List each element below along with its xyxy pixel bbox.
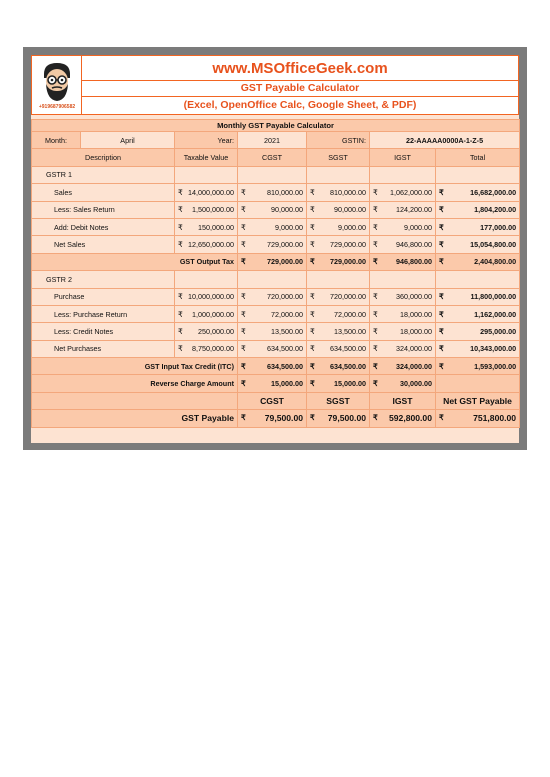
sgst-cell[interactable]: ₹ 729,000.00 bbox=[307, 236, 370, 253]
total-cell[interactable]: ₹ 295,000.00 bbox=[436, 323, 520, 340]
table-row bbox=[32, 288, 520, 305]
total-cell[interactable]: ₹ 1,162,000.00 bbox=[436, 305, 520, 322]
cgst-cell[interactable]: ₹ 810,000.00 bbox=[238, 184, 307, 201]
igst-cell[interactable]: ₹ 946,800.00 bbox=[370, 253, 436, 270]
column-header: Total bbox=[436, 149, 520, 166]
table-row bbox=[32, 184, 520, 201]
row-description: Less: Credit Notes bbox=[32, 323, 175, 340]
table-title: Monthly GST Payable Calculator bbox=[32, 120, 520, 132]
cgst-cell[interactable]: ₹ 79,500.00 bbox=[238, 410, 307, 427]
table-row bbox=[32, 236, 520, 253]
geek-avatar-icon bbox=[39, 60, 75, 104]
cgst-cell[interactable]: ₹ 72,000.00 bbox=[238, 305, 307, 322]
total-cell[interactable]: ₹ 10,343,000.00 bbox=[436, 340, 520, 357]
payable-header: SGST bbox=[307, 392, 370, 409]
row-description: Net Sales bbox=[32, 236, 175, 253]
table-row bbox=[32, 201, 520, 218]
sgst-cell[interactable]: ₹ 634,500.00 bbox=[307, 358, 370, 375]
igst-cell[interactable]: ₹ 592,800.00 bbox=[370, 410, 436, 427]
gstin-value[interactable]: 22-AAAAA0000A-1-Z-5 bbox=[370, 132, 520, 149]
cgst-cell[interactable]: ₹ 9,000.00 bbox=[238, 218, 307, 235]
igst-cell[interactable]: ₹ 360,000.00 bbox=[370, 288, 436, 305]
reverse-charge-row bbox=[32, 375, 520, 392]
table-row bbox=[32, 340, 520, 357]
sgst-cell[interactable]: ₹ 90,000.00 bbox=[307, 201, 370, 218]
taxable-cell[interactable]: ₹ 10,000,000.00 bbox=[175, 288, 238, 305]
taxable-cell[interactable]: ₹ 150,000.00 bbox=[175, 218, 238, 235]
igst-cell[interactable]: ₹ 9,000.00 bbox=[370, 218, 436, 235]
sgst-cell[interactable]: ₹ 13,500.00 bbox=[307, 323, 370, 340]
table-row bbox=[32, 218, 520, 235]
month-label: Month: bbox=[32, 132, 81, 149]
column-header: SGST bbox=[307, 149, 370, 166]
row-description: Sales bbox=[32, 184, 175, 201]
cgst-cell[interactable]: ₹ 90,000.00 bbox=[238, 201, 307, 218]
taxable-cell[interactable]: ₹ 12,650,000.00 bbox=[175, 236, 238, 253]
year-label: Year: bbox=[175, 132, 238, 149]
gst-table bbox=[31, 119, 520, 428]
total-cell[interactable]: ₹ 177,000.00 bbox=[436, 218, 520, 235]
payable-header: CGST bbox=[238, 392, 307, 409]
total-cell[interactable]: ₹ 11,800,000.00 bbox=[436, 288, 520, 305]
gst-payable-label: GST Payable bbox=[32, 410, 238, 427]
row-description: Add: Debit Notes bbox=[32, 218, 175, 235]
igst-cell[interactable]: ₹ 30,000.00 bbox=[370, 375, 436, 392]
cgst-cell[interactable]: ₹ 729,000.00 bbox=[238, 253, 307, 270]
total-cell bbox=[436, 375, 520, 392]
table-row bbox=[32, 305, 520, 322]
calculator-subtitle: (Excel, OpenOffice Calc, Google Sheet, & PDF) bbox=[183, 99, 417, 111]
sgst-cell[interactable]: ₹ 720,000.00 bbox=[307, 288, 370, 305]
site-title: www.MSOfficeGeek.com bbox=[82, 58, 518, 81]
total-cell[interactable]: ₹ 15,054,800.00 bbox=[436, 236, 520, 253]
sgst-cell[interactable]: ₹ 729,000.00 bbox=[307, 253, 370, 270]
taxable-cell[interactable]: ₹ 1,500,000.00 bbox=[175, 201, 238, 218]
total-cell[interactable]: ₹ 751,800.00 bbox=[436, 410, 520, 427]
gstin-label: GSTIN: bbox=[307, 132, 370, 149]
taxable-cell[interactable]: ₹ 250,000.00 bbox=[175, 323, 238, 340]
igst-cell[interactable]: ₹ 1,062,000.00 bbox=[370, 184, 436, 201]
section-row-gstr2 bbox=[32, 271, 520, 288]
sgst-cell[interactable]: ₹ 72,000.00 bbox=[307, 305, 370, 322]
gst-payable-row bbox=[32, 410, 520, 427]
info-row bbox=[32, 132, 520, 149]
table-row bbox=[32, 323, 520, 340]
igst-cell[interactable]: ₹ 124,200.00 bbox=[370, 201, 436, 218]
total-cell[interactable]: ₹ 16,682,000.00 bbox=[436, 184, 520, 201]
taxable-cell[interactable]: ₹ 14,000,000.00 bbox=[175, 184, 238, 201]
column-header: Description bbox=[32, 149, 175, 166]
column-header-row bbox=[32, 149, 520, 166]
sgst-cell[interactable]: ₹ 9,000.00 bbox=[307, 218, 370, 235]
year-value[interactable]: 2021 bbox=[238, 132, 307, 149]
column-header: CGST bbox=[238, 149, 307, 166]
cgst-cell[interactable]: ₹ 720,000.00 bbox=[238, 288, 307, 305]
payable-header: Net GST Payable bbox=[436, 392, 520, 409]
output-tax-row bbox=[32, 253, 520, 270]
total-cell[interactable]: ₹ 1,804,200.00 bbox=[436, 201, 520, 218]
cgst-cell[interactable]: ₹ 13,500.00 bbox=[238, 323, 307, 340]
row-description: Less: Sales Return bbox=[32, 201, 175, 218]
payable-header-row bbox=[32, 392, 520, 409]
taxable-cell[interactable]: ₹ 1,000,000.00 bbox=[175, 305, 238, 322]
sgst-cell[interactable]: ₹ 810,000.00 bbox=[307, 184, 370, 201]
taxable-cell[interactable]: ₹ 8,750,000.00 bbox=[175, 340, 238, 357]
sheet-header bbox=[31, 55, 519, 115]
igst-cell[interactable]: ₹ 324,000.00 bbox=[370, 340, 436, 357]
payable-header: IGST bbox=[370, 392, 436, 409]
reverse-charge-label: Reverse Charge Amount bbox=[32, 375, 238, 392]
itc-row bbox=[32, 358, 520, 375]
cgst-cell[interactable]: ₹ 634,500.00 bbox=[238, 340, 307, 357]
igst-cell[interactable]: ₹ 18,000.00 bbox=[370, 305, 436, 322]
igst-cell[interactable]: ₹ 324,000.00 bbox=[370, 358, 436, 375]
column-header: IGST bbox=[370, 149, 436, 166]
igst-cell[interactable]: ₹ 18,000.00 bbox=[370, 323, 436, 340]
row-description: Net Purchases bbox=[32, 340, 175, 357]
cgst-cell[interactable]: ₹ 729,000.00 bbox=[238, 236, 307, 253]
itc-label: GST Input Tax Credit (ITC) bbox=[32, 358, 238, 375]
phone-number: +919687906582 bbox=[38, 104, 76, 110]
igst-cell[interactable]: ₹ 946,800.00 bbox=[370, 236, 436, 253]
section-label: GSTR 1 bbox=[32, 166, 175, 183]
calculator-title: GST Payable Calculator bbox=[82, 80, 518, 97]
total-cell[interactable]: ₹ 2,404,800.00 bbox=[436, 253, 520, 270]
section-label: GSTR 2 bbox=[32, 271, 175, 288]
cgst-cell[interactable]: ₹ 15,000.00 bbox=[238, 375, 307, 392]
sgst-cell[interactable]: ₹ 79,500.00 bbox=[307, 410, 370, 427]
sgst-cell[interactable]: ₹ 15,000.00 bbox=[307, 375, 370, 392]
logo bbox=[32, 56, 82, 114]
cgst-cell[interactable]: ₹ 634,500.00 bbox=[238, 358, 307, 375]
output-tax-label: GST Output Tax bbox=[32, 253, 238, 270]
month-value[interactable]: April bbox=[81, 132, 175, 149]
total-cell[interactable]: ₹ 1,593,000.00 bbox=[436, 358, 520, 375]
row-description: Less: Purchase Return bbox=[32, 305, 175, 322]
table-title-row bbox=[32, 120, 520, 132]
column-header: Taxable Value bbox=[175, 149, 238, 166]
row-description: Purchase bbox=[32, 288, 175, 305]
sgst-cell[interactable]: ₹ 634,500.00 bbox=[307, 340, 370, 357]
section-row-gstr1 bbox=[32, 166, 520, 183]
